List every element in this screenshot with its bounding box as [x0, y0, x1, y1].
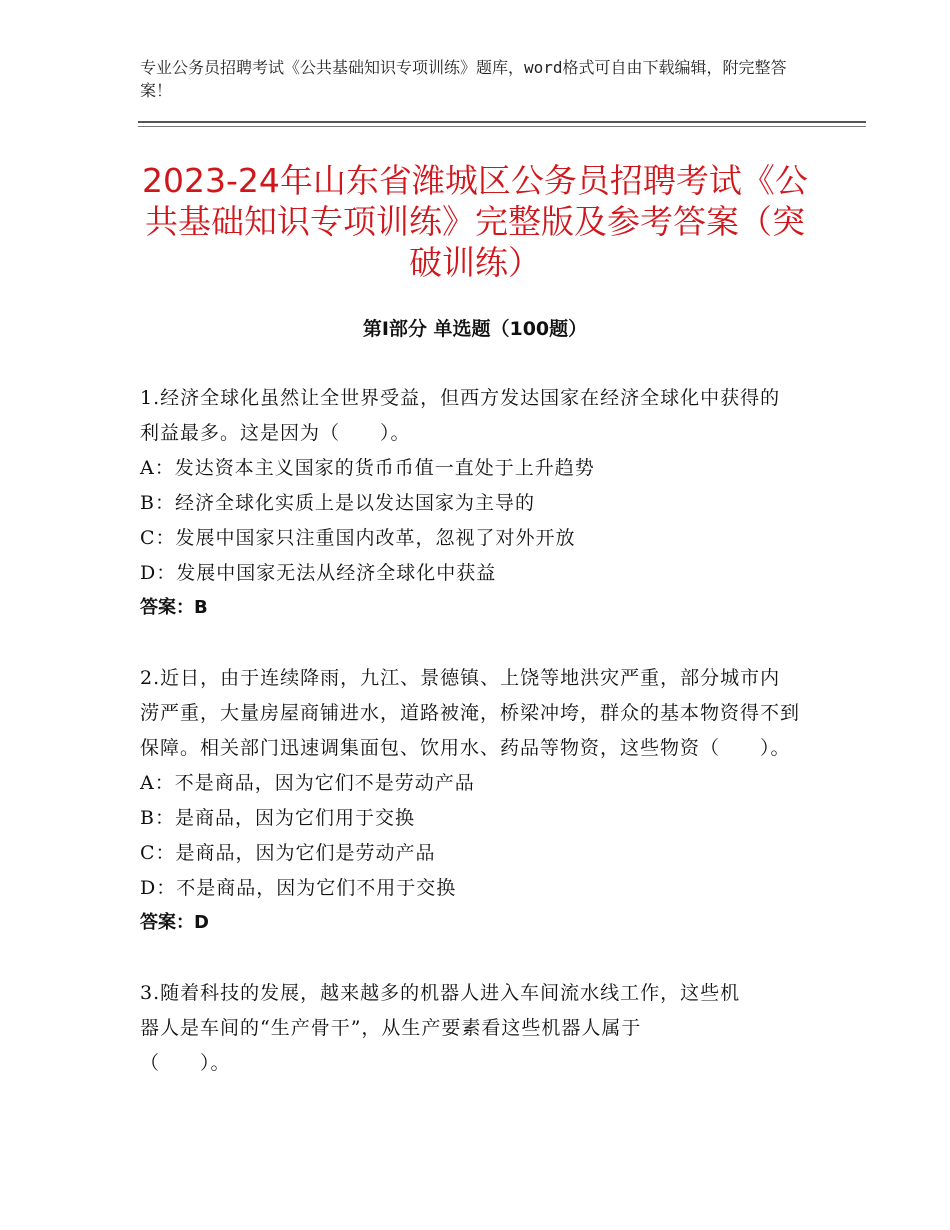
option-a: A：不是商品，因为它们不是劳动产品	[140, 772, 475, 794]
section-title: 第Ⅰ部分 单选题（100题）	[362, 318, 588, 340]
question-1	[140, 381, 800, 625]
answer: 答案：B	[140, 597, 208, 618]
option-d: D：发展中国家无法从经济全球化中获益	[140, 562, 497, 584]
question-2	[140, 661, 800, 940]
header-divider-thick	[138, 121, 866, 123]
document-title: 2023-24年山东省潍城区公务员招聘考试《公共基础知识专项训练》完整版及参考答案（突破训练）	[142, 161, 808, 282]
option-c: C：发展中国家只注重国内改革，忽视了对外开放	[140, 527, 576, 549]
header-divider-thin	[138, 126, 866, 127]
option-a: A：发达资本主义国家的货币币值一直处于上升趋势	[140, 457, 595, 479]
question-stem-line: 3.随着科技的发展，越来越多的机器人进入车间流水线工作，这些机	[140, 982, 741, 1004]
question-list	[140, 381, 800, 1117]
header-note: 专业公务员招聘考试《公共基础知识专项训练》题库，word格式可自由下载编辑，附完整答案！	[140, 58, 787, 100]
option-b: B：经济全球化实质上是以发达国家为主导的	[140, 492, 535, 514]
question-stem-line: 器人是车间的“生产骨干”，从生产要素看这些机器人属于	[140, 1017, 642, 1039]
question-stem: 2.近日，由于连续降雨，九江、景德镇、上饶等地洪灾严重，部分城市内涝严重，大量房屋商铺进水，道路被淹，桥梁冲垮，群众的基本物资得不到保障。相关部门迅速调集面包、饮用水、药品等物资，这些物资（ ）。	[140, 667, 801, 759]
question-stem: 1.经济全球化虽然让全世界受益，但西方发达国家在经济全球化中获得的利益最多。这是因为（ ）。	[140, 387, 781, 444]
option-c: C：是商品，因为它们是劳动产品	[140, 842, 436, 864]
answer: 答案：D	[140, 912, 209, 933]
option-b: B：是商品，因为它们用于交换	[140, 807, 415, 829]
question-stem-line: （ ）。	[140, 1052, 231, 1074]
question-3	[140, 976, 800, 1081]
option-d: D：不是商品，因为它们不用于交换	[140, 877, 457, 899]
